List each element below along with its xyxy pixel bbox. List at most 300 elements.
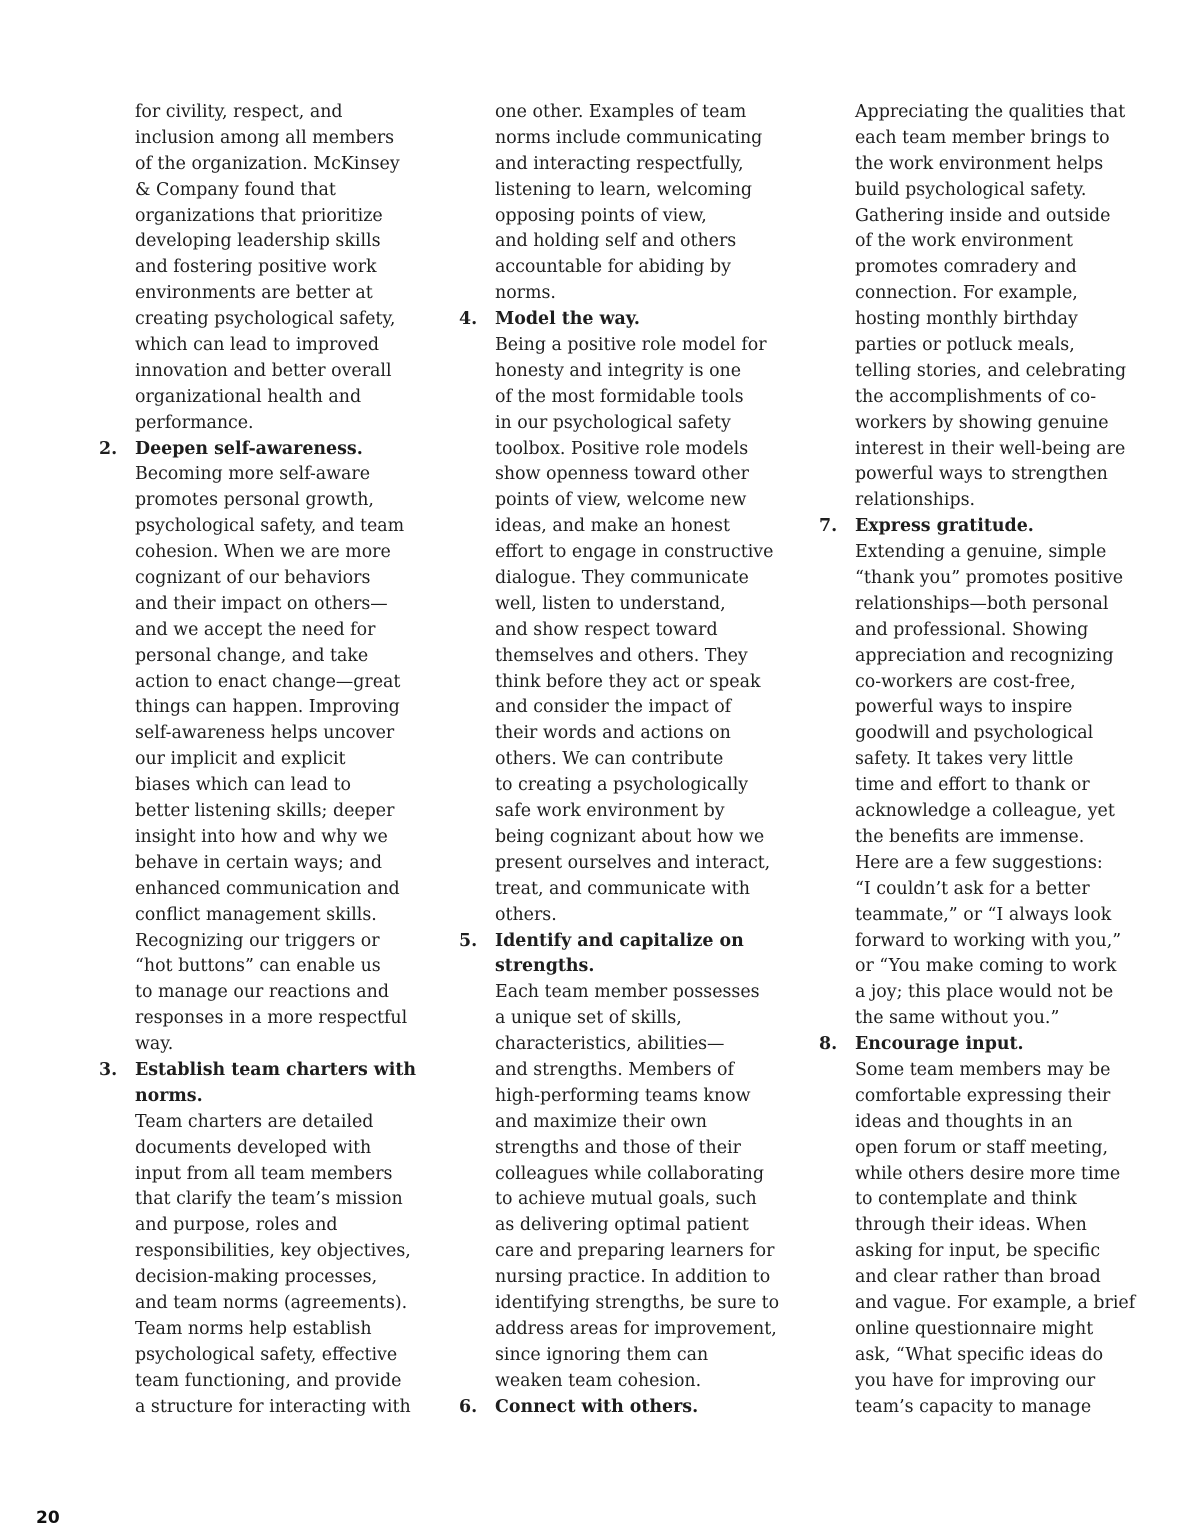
list-item-heading-line [459,954,759,980]
line-text: Extending a genuine, simple [855,542,1107,563]
body-text-line [99,618,399,644]
line-text: creating psychological safety, [135,309,396,330]
line-text: which can lead to improved [135,335,380,356]
line-text: toolbox. Positive role models [495,438,749,459]
body-text-line [459,152,759,178]
body-text-line [819,877,1119,903]
body-text-line [819,1110,1119,1136]
line-text: psychological safety, effective [135,1344,398,1365]
line-text: our implicit and explicit [135,749,346,770]
body-text-line [99,1187,403,1213]
line-text: parties or potluck meals, [855,335,1075,356]
line-text: better listening skills; deeper [135,801,395,822]
line-text: innovation and better overall [135,360,392,381]
line-text: dialogue. They communicate [495,568,749,589]
body-text-line [459,178,759,204]
body-text-line [459,1136,759,1162]
list-number: 6. [459,1396,478,1417]
line-text: since ignoring them can [495,1344,709,1365]
body-text-line [459,799,759,825]
line-text: workers by showing genuine [855,412,1109,433]
line-text: and fostering positive work [135,257,377,278]
list-number: 2. [99,438,118,459]
body-text-line [99,1317,399,1343]
body-text-line [99,281,399,307]
body-text-line [459,695,759,721]
body-text-line [819,437,1126,463]
line-text: the work environment helps [855,153,1104,174]
body-text-line [819,670,1119,696]
line-text: organizations that prioritize [135,205,383,226]
text-column-2 [459,100,780,1420]
line-text: build psychological safety. [855,179,1087,200]
body-text-line [819,566,1123,592]
body-text-line [459,540,774,566]
line-text: accountable for abiding by [495,257,731,278]
body-text-line [459,566,759,592]
line-text: honesty and integrity is one [495,360,742,381]
line-text: others. We can contribute [495,749,724,770]
line-text: and their impact on others— [135,593,388,614]
line-text: Model the way. [495,309,640,330]
line-text: psychological safety, and team [135,516,405,537]
line-text: nursing practice. In addition to [495,1267,771,1288]
line-text: a structure for interacting with [135,1396,411,1417]
line-text: Gathering inside and outside [855,205,1111,226]
line-text: open forum or staff meeting, [855,1137,1109,1158]
line-text: characteristics, abilities— [495,1034,725,1055]
body-text-line [819,1239,1119,1265]
line-text: insight into how and why we [135,826,388,847]
body-text-line [459,1291,780,1317]
body-text-line [819,1084,1119,1110]
list-number: 8. [819,1034,838,1055]
line-text: and maximize their own [495,1111,707,1132]
line-text: Connect with others. [495,1396,699,1417]
body-text-line [99,825,399,851]
body-text-line [99,877,399,903]
body-text-line [99,1162,399,1188]
line-text: and team norms (agreements). [135,1292,408,1313]
body-text-line [99,126,399,152]
body-text-line [819,825,1119,851]
body-text-line [459,851,771,877]
body-text-line [99,1110,399,1136]
line-text: ideas, and make an honest [495,516,730,537]
line-text: inclusion among all members [135,127,395,148]
line-text: opposing points of view, [495,205,707,226]
line-text: Team charters are detailed [135,1111,374,1132]
body-text-line [819,747,1119,773]
line-text: norms. [135,1085,203,1106]
line-text: & Company found that [135,179,336,200]
line-text: co-workers are cost-free, [855,671,1076,692]
line-text: each team member brings to [855,127,1110,148]
line-text: Encourage input. [855,1034,1024,1055]
body-text-line [819,307,1119,333]
line-text: present ourselves and interact, [495,852,771,873]
line-text: developing leadership skills [135,231,381,252]
body-text-line [819,100,1126,126]
body-text-line [459,592,759,618]
line-text: safe work environment by [495,801,725,822]
list-number: 3. [99,1059,118,1080]
body-text-line [99,255,399,281]
body-text-line [459,1084,759,1110]
line-text: powerful ways to strengthen [855,464,1108,485]
line-text: their words and actions on [495,723,731,744]
line-text: the benefits are immense. [855,826,1085,847]
body-text-line [459,514,759,540]
line-text: norms include communicating [495,127,763,148]
line-text: documents developed with [135,1137,372,1158]
body-text-line [99,1369,402,1395]
body-text-line [819,1265,1119,1291]
text-column-1 [99,100,417,1420]
body-text-line [99,1291,408,1317]
body-text-line [459,1110,759,1136]
line-text: relationships—both personal [855,593,1109,614]
line-text: Deepen self-awareness. [135,438,363,459]
body-text-line [819,126,1119,152]
body-text-line [819,903,1119,929]
body-text-line [459,1343,759,1369]
line-text: well, listen to understand, [495,593,726,614]
body-text-line [819,411,1119,437]
body-text-line [459,980,759,1006]
line-text: listening to learn, welcoming [495,179,753,200]
body-text-line [459,281,759,307]
body-text-line [819,695,1119,721]
line-text: and interacting respectfully, [495,153,744,174]
body-text-line [819,229,1119,255]
line-text: a joy; this place would not be [855,982,1114,1003]
body-text-line [459,126,763,152]
list-item-heading [459,929,759,955]
line-text: and we accept the need for [135,619,376,640]
line-text: one other. Examples of team [495,102,747,122]
body-text-line [99,903,399,929]
line-text: goodwill and psychological [855,723,1094,744]
line-text: ideas and thoughts in an [855,1111,1073,1132]
line-text: through their ideas. When [855,1215,1087,1236]
body-text-line [99,1032,399,1058]
body-text-line [459,1369,759,1395]
body-text-line [99,695,399,721]
line-text: and holding self and others [495,231,737,252]
line-text: Here are a few suggestions: [855,852,1103,873]
body-text-line [819,980,1119,1006]
body-text-line [99,152,399,178]
body-text-line [819,592,1119,618]
body-text-line [99,411,399,437]
body-text-line [99,514,405,540]
line-text: teammate,” or “I always look [855,904,1112,925]
line-text: appreciation and recognizing [855,645,1114,666]
line-text: “hot buttons” can enable us [135,956,381,977]
body-text-line [819,1162,1119,1188]
body-text-line [99,1136,399,1162]
line-text: input from all team members [135,1163,393,1184]
body-text-line [459,1006,759,1032]
body-text-line [819,1006,1119,1032]
line-text: performance. [135,412,254,433]
body-text-line [819,799,1119,825]
body-text-line [819,721,1119,747]
line-text: Team norms help establish [135,1318,372,1339]
list-item-heading [459,307,759,333]
line-text: environments are better at [135,283,373,304]
line-text: norms. [495,283,556,304]
line-text: Becoming more self-aware [135,464,370,485]
line-text: while others desire more time [855,1163,1121,1184]
body-text-line [459,255,759,281]
line-text: weaken team cohesion. [495,1370,702,1391]
list-item-heading [819,1032,1119,1058]
line-text: “thank you” promotes positive [855,568,1123,589]
body-text-line [99,644,399,670]
line-text: to manage our reactions and [135,982,389,1003]
body-text-line [99,980,399,1006]
body-text-line [99,204,399,230]
body-text-line [99,462,399,488]
body-text-line [459,229,759,255]
line-text: time and effort to thank or [855,775,1090,796]
line-text: relationships. [855,490,976,511]
line-text: care and preparing learners for [495,1241,775,1262]
body-text-line [459,411,759,437]
body-text-line [459,670,759,696]
body-text-line [99,773,399,799]
list-item-heading [819,514,1119,540]
line-text: others. [495,904,557,925]
list-item-heading [99,437,399,463]
line-text: connection. For example, [855,283,1078,304]
line-text: to contemplate and think [855,1189,1077,1210]
body-text-line [459,618,759,644]
line-text: colleagues while collaborating [495,1163,764,1184]
body-text-line [819,540,1119,566]
body-text-line [819,333,1119,359]
body-text-line [99,178,399,204]
line-text: acknowledge a colleague, yet [855,801,1115,822]
line-text: online questionnaire might [855,1318,1094,1339]
line-text: strengths and those of their [495,1137,741,1158]
body-text-line [99,333,399,359]
line-text: promotes comradery and [855,257,1077,278]
body-text-line [819,851,1119,877]
body-text-line [99,1239,411,1265]
body-text-line [99,566,399,592]
body-text-line [99,307,399,333]
body-text-line [459,721,759,747]
list-item-heading [459,1395,759,1421]
line-text: personal change, and take [135,645,369,666]
line-text: Some team members may be [855,1059,1111,1080]
line-text: points of view, welcome new [495,490,747,511]
body-text-line [99,1213,399,1239]
line-text: conflict management skills. [135,904,377,925]
line-text: and purpose, roles and [135,1215,338,1236]
line-text: of the work environment [855,231,1074,252]
body-text-line [819,359,1127,385]
line-text: interest in their well-being are [855,438,1126,459]
line-text: and consider the impact of [495,697,732,718]
body-text-line [99,592,399,618]
line-text: of the most formidable tools [495,386,744,407]
body-text-line [819,1343,1119,1369]
line-text: identifying strengths, be sure to [495,1292,780,1313]
line-text: of the organization. McKinsey [135,153,400,174]
body-text-line [459,747,759,773]
line-text: safety. It takes very little [855,749,1074,770]
line-text: responsibilities, key objectives, [135,1241,411,1262]
body-text-line [459,1213,759,1239]
body-text-line [459,825,765,851]
line-text: biases which can lead to [135,775,352,796]
line-text: being cognizant about how we [495,826,765,847]
list-item-heading-line [99,1084,399,1110]
body-text-line [819,204,1119,230]
list-number: 4. [459,309,478,330]
body-text-line [819,644,1119,670]
body-text-line [99,229,399,255]
body-text-line [99,670,399,696]
line-text: you have for improving our [855,1370,1096,1391]
line-text: and professional. Showing [855,619,1089,640]
body-text-line [819,1213,1119,1239]
body-text-line [459,903,759,929]
body-text-line [819,178,1119,204]
line-text: address areas for improvement, [495,1318,777,1339]
body-text-line [459,488,759,514]
line-text: Recognizing our triggers or [135,930,380,951]
line-text: Being a positive role model for [495,335,767,356]
body-text-line [819,929,1122,955]
list-number: 5. [459,930,478,951]
line-text: the accomplishments of co- [855,386,1097,407]
body-text-line [99,721,399,747]
line-text: “I couldn’t ask for a better [855,878,1090,899]
line-text: team’s capacity to manage [855,1396,1092,1417]
line-text: think before they act or speak [495,671,761,692]
body-text-line [99,359,399,385]
line-text: high-performing teams know [495,1085,751,1106]
body-text-line [459,644,759,670]
line-text: promotes personal growth, [135,490,374,511]
line-text: asking for input, be specific [855,1241,1101,1262]
body-text-line [819,385,1119,411]
line-text: and vague. For example, a brief [855,1292,1136,1313]
line-text: to creating a psychologically [495,775,749,796]
body-text-line [819,1058,1119,1084]
body-text-line [819,954,1119,980]
line-text: treat, and communicate with [495,878,750,899]
body-text-line [459,385,759,411]
line-text: organizational health and [135,386,362,407]
line-text: action to enact change—great [135,671,401,692]
body-text-line [819,1395,1119,1421]
line-text: Express gratitude. [855,516,1034,537]
line-text: a unique set of skills, [495,1008,682,1029]
body-text-line [99,851,399,877]
line-text: and clear rather than broad [855,1267,1101,1288]
body-text-line [459,462,759,488]
line-text: team functioning, and provide [135,1370,402,1391]
body-text-line [459,1032,759,1058]
line-text: powerful ways to inspire [855,697,1073,718]
body-text-line [459,204,759,230]
body-text-line [819,152,1119,178]
line-text: Appreciating the qualities that [855,102,1126,122]
line-text: show openness toward other [495,464,749,485]
line-text: cognizant of our behaviors [135,568,371,589]
body-text-line [459,437,759,463]
line-text: telling stories, and celebrating [855,360,1127,381]
line-text: Establish team charters with [135,1059,417,1080]
line-text: and show respect toward [495,619,718,640]
body-text-line [459,1162,764,1188]
body-text-line [99,1343,399,1369]
line-text: the same without you.” [855,1008,1060,1029]
line-text: responses in a more respectful [135,1008,408,1029]
body-text-line [819,1317,1119,1343]
body-text-line [819,773,1119,799]
body-text-line [819,618,1119,644]
body-text-line [99,385,399,411]
body-text-line [99,747,399,773]
body-text-line [99,1265,399,1291]
body-text-line [459,1187,759,1213]
line-text: way. [135,1034,174,1055]
line-text: enhanced communication and [135,878,400,899]
line-text: Identify and capitalize on [495,930,744,951]
line-text: or “You make coming to work [855,956,1117,977]
line-text: forward to working with you,” [855,930,1122,951]
body-text-line [99,1395,411,1421]
line-text: hosting monthly birthday [855,309,1078,330]
line-text: comfortable expressing their [855,1085,1111,1106]
body-text-line [819,488,1119,514]
body-text-line [459,1239,775,1265]
line-text: for civility, respect, and [135,102,343,122]
line-text: in our psychological safety [495,412,731,433]
line-text: effort to engage in constructive [495,542,774,563]
body-text-line [819,1291,1136,1317]
body-text-line [459,100,759,126]
page-number: 20 [36,1508,60,1528]
line-text: self-awareness helps uncover [135,723,395,744]
body-text-line [99,100,399,126]
body-text-line [99,799,399,825]
body-text-line [459,877,759,903]
line-text: cohesion. When we are more [135,542,391,563]
body-text-line [819,281,1119,307]
line-text: ask, “What specific ideas do [855,1344,1104,1365]
line-text: decision-making processes, [135,1267,378,1288]
body-text-line [819,255,1119,281]
list-number: 7. [819,516,838,537]
body-text-line [459,1265,771,1291]
body-text-line [459,773,759,799]
line-text: behave in certain ways; and [135,852,383,873]
line-text: Each team member possesses [495,982,760,1003]
line-text: to achieve mutual goals, such [495,1189,757,1210]
line-text: and strengths. Members of [495,1059,734,1080]
body-text-line [459,333,767,359]
body-text-line [459,1058,759,1084]
line-text: that clarify the team’s mission [135,1189,403,1210]
